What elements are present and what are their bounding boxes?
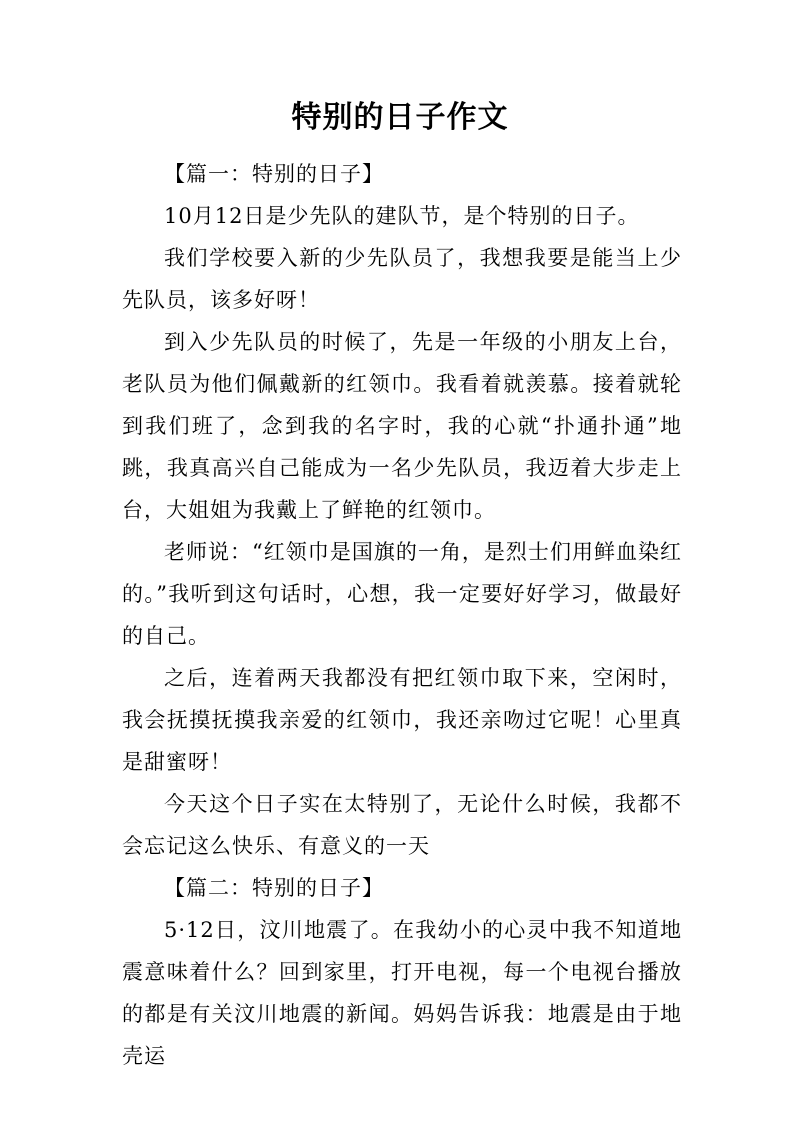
paragraph: 到入少先队员的时候了，先是一年级的小朋友上台，老队员为他们佩戴新的红领巾。我看着就羡慕。接着就轮到我们班了，念到我的名字时，我的心就“扑通扑通”地跳，我真高兴自己能成为一名少先队员，我迈着大步走上台，大姐姐为我戴上了鲜艳的红领巾。	[122, 330, 682, 522]
paragraph: 10月12日是少先队的建队节，是个特别的日子。	[164, 204, 640, 228]
paragraph: 我们学校要入新的少先队员了，我想我要是能当上少先队员，该多好呀！	[122, 246, 682, 312]
paragraph: 老师说：“红领巾是国旗的一角，是烈士们用鲜血染红的。”我听到这句话时，心想，我一定要好好学习，做最好的自己。	[122, 540, 682, 648]
section-heading: 【篇二：特别的日子】	[164, 876, 384, 900]
paragraph: 5·12日，汶川地震了。在我幼小的心灵中我不知道地震意味着什么？回到家里，打开电视，每一个电视台播放的都是有关汶川地震的新闻。妈妈告诉我：地震是由于地壳运	[122, 918, 682, 1068]
document-body	[122, 153, 682, 1077]
document-title: 特别的日子作文	[291, 100, 509, 135]
paragraph: 之后，连着两天我都没有把红领巾取下来，空闲时，我会抚摸抚摸我亲爱的红领巾，我还亲吻过它呢！心里真是甜蜜呀！	[122, 666, 682, 774]
paragraph: 今天这个日子实在太特别了，无论什么时候，我都不会忘记这么快乐、有意义的一天	[122, 792, 682, 858]
section-heading: 【篇一：特别的日子】	[164, 162, 384, 186]
